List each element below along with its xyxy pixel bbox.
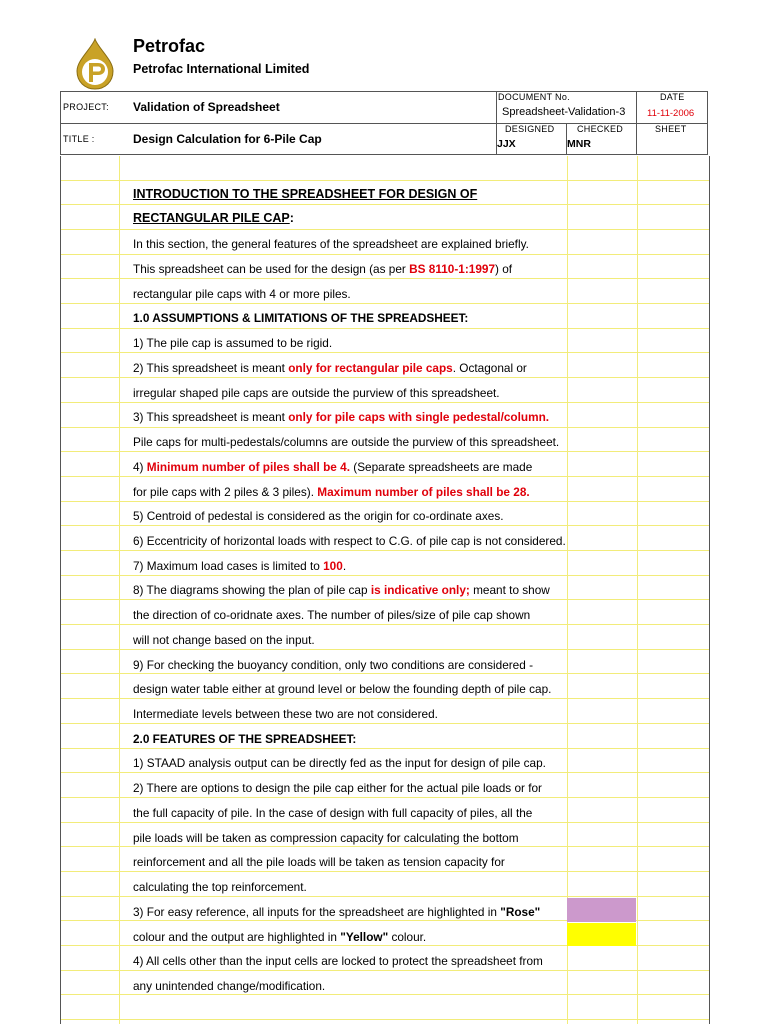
assumption-2-cont: irregular shaped pile caps are outside the purview of this spreadsheet. xyxy=(133,386,500,400)
sheet-label: SHEET xyxy=(655,124,687,134)
document-number-label: DOCUMENT No. xyxy=(498,92,570,102)
feature-2-cont4: calculating the top reinforcement. xyxy=(133,880,307,894)
grid-row-line xyxy=(61,501,709,502)
grid-row-line xyxy=(61,698,709,699)
feature-3-cont: colour and the output are highlighted in "Yellow" colour. xyxy=(133,930,427,944)
grid-row-line xyxy=(61,846,709,847)
assumption-7: 7) Maximum load cases is limited to 100. xyxy=(133,559,347,573)
grid-row-line xyxy=(61,451,709,452)
grid-row-line xyxy=(61,822,709,823)
feature-1: 1) STAAD analysis output can be directly fed as the input for design of pile cap. xyxy=(133,756,546,770)
petrofac-logo-icon xyxy=(73,38,117,90)
date-value: 11-11-2006 xyxy=(647,108,695,119)
project-label: PROJECT: xyxy=(63,102,109,112)
grid-row-line xyxy=(61,896,709,897)
grid-row-line xyxy=(61,649,709,650)
grid-row-line xyxy=(61,525,709,526)
grid-row-line xyxy=(61,303,709,304)
checked-value: MNR xyxy=(567,138,591,150)
grid-row-line xyxy=(61,624,709,625)
checked-label: CHECKED xyxy=(577,124,624,134)
document-number-value: Spreadsheet-Validation-3 xyxy=(502,106,626,118)
assumption-8: 8) The diagrams showing the plan of pile cap is indicative only; meant to show xyxy=(133,583,550,597)
assumption-3-cont: Pile caps for multi-pedestals/columns are outside the purview of this spreadsheet. xyxy=(133,435,560,449)
grid-row-line xyxy=(61,871,709,872)
intro-text: In this section, the general features of the spreadsheet are explained briefly. xyxy=(133,237,529,251)
assumption-3: 3) This spreadsheet is meant only for pile caps with single pedestal/column. xyxy=(133,410,550,424)
assumption-4-cont: for pile caps with 2 piles & 3 piles). Maximum number of piles shall be 28. xyxy=(133,485,530,499)
title-label: TITLE : xyxy=(63,134,95,144)
assumption-8-cont2: will not change based on the input. xyxy=(133,633,315,647)
grid-row-line xyxy=(61,673,709,674)
feature-3: 3) For easy reference, all inputs for the spreadsheet are highlighted in "Rose" xyxy=(133,905,541,919)
assumption-1: 1) The pile cap is assumed to be rigid. xyxy=(133,336,333,350)
feature-4-cont: any unintended change/modification. xyxy=(133,979,326,993)
feature-4: 4) All cells other than the input cells are locked to protect the spreadsheet from xyxy=(133,954,543,968)
grid-row-line xyxy=(61,476,709,477)
heading-rectangular: RECTANGULAR PILE CAP: xyxy=(133,211,294,225)
grid-row-line xyxy=(61,229,709,230)
feature-2-cont2: pile loads will be taken as compression capacity for calculating the bottom xyxy=(133,831,519,845)
feature-2: 2) There are options to design the pile cap either for the actual pile loads or for xyxy=(133,781,542,795)
grid-row-line xyxy=(61,748,709,749)
grid-row-line xyxy=(61,427,709,428)
feature-2-cont1: the full capacity of pile. In the case of design with full capacity of piles, all the xyxy=(133,806,533,820)
grid-row-line xyxy=(61,278,709,279)
grid-row-line xyxy=(61,377,709,378)
grid-row-line xyxy=(61,723,709,724)
grid-row-line xyxy=(61,402,709,403)
grid-row-line xyxy=(61,772,709,773)
date-label: DATE xyxy=(660,92,685,102)
heading-intro: INTRODUCTION TO THE SPREADSHEET FOR DESIGN OF xyxy=(133,187,478,201)
grid-row-line xyxy=(61,328,709,329)
yellow-output-swatch xyxy=(567,923,636,946)
grid-row-line xyxy=(61,352,709,353)
designed-label: DESIGNED xyxy=(505,124,555,134)
company-full-name: Petrofac International Limited xyxy=(133,62,310,76)
grid-row-line xyxy=(61,970,709,971)
assumption-4: 4) Minimum number of piles shall be 4. (Separate spreadsheets are made xyxy=(133,460,533,474)
grid-row-line xyxy=(61,180,709,181)
grid-row-line xyxy=(61,994,709,995)
title-value: Design Calculation for 6-Pile Cap xyxy=(133,132,322,146)
assumption-8-cont1: the direction of co-oridnate axes. The number of piles/size of pile cap shown xyxy=(133,608,531,622)
assumption-9: 9) For checking the buoyancy condition, only two conditions are considered - xyxy=(133,658,534,672)
rose-input-swatch xyxy=(567,898,636,922)
feature-2-cont3: reinforcement and all the pile loads will be taken as tension capacity for xyxy=(133,855,505,869)
grid-row-line xyxy=(61,599,709,600)
assumption-6: 6) Eccentricity of horizontal loads with respect to C.G. of pile cap is not considered. xyxy=(133,534,566,548)
assumption-5: 5) Centroid of pedestal is considered as the origin for co-ordinate axes. xyxy=(133,509,504,523)
grid-row-line xyxy=(61,550,709,551)
assumption-9-cont2: Intermediate levels between these two are not considered. xyxy=(133,707,438,721)
grid-row-line xyxy=(61,797,709,798)
company-name: Petrofac xyxy=(133,36,206,56)
grid-row-line xyxy=(61,254,709,255)
grid-row-line xyxy=(61,575,709,576)
section-features: 2.0 FEATURES OF THE SPREADSHEET: xyxy=(133,732,357,746)
grid-row-line xyxy=(61,1019,709,1020)
grid-row-line xyxy=(61,204,709,205)
assumption-9-cont1: design water table either at ground level or below the founding depth of pile cap. xyxy=(133,682,552,696)
designed-value: JJX xyxy=(497,138,516,150)
assumption-2: 2) This spreadsheet is meant only for rectangular pile caps. Octagonal or xyxy=(133,361,527,375)
standard-text: This spreadsheet can be used for the design (as per BS 8110-1:1997) of xyxy=(133,262,513,276)
scope-text: rectangular pile caps with 4 or more piles. xyxy=(133,287,351,301)
project-value: Validation of Spreadsheet xyxy=(133,100,280,114)
section-assumptions: 1.0 ASSUMPTIONS & LIMITATIONS OF THE SPREADSHEET: xyxy=(133,311,469,325)
